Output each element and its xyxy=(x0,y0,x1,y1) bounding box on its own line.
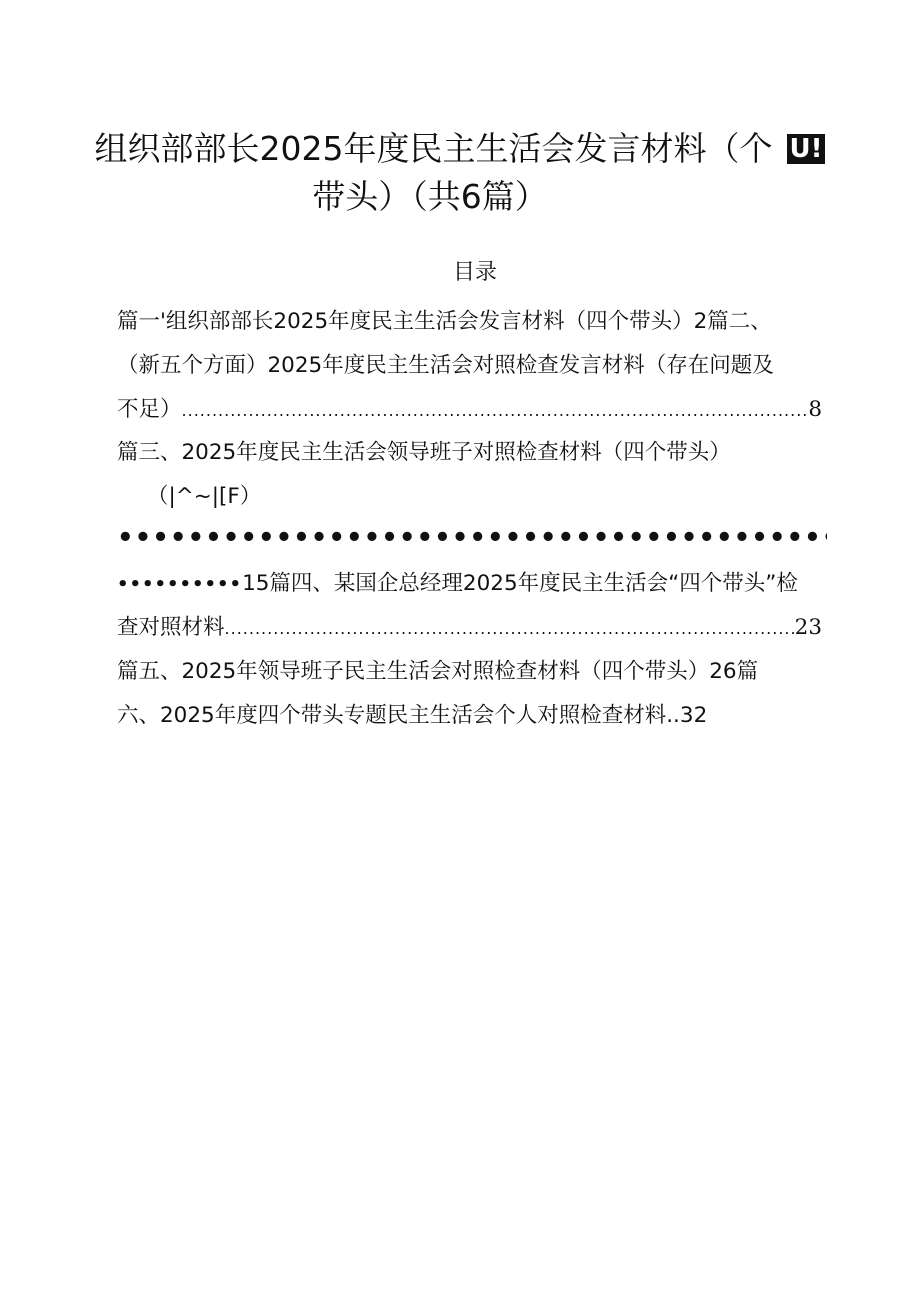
toc-entry-line-6[interactable] xyxy=(117,568,822,601)
document-title-text: 组织部部长2025年度民主生活会发言材料（个 xyxy=(94,129,773,168)
toc-heading: 目录 xyxy=(452,260,497,285)
toc-page-number: 23 xyxy=(794,615,822,640)
toc-entry-text: 不足） xyxy=(117,397,182,422)
document-title-line-1 xyxy=(0,128,920,170)
toc-entry-text: 查对照材料 xyxy=(117,615,225,640)
toc-entry-line-8[interactable]: 篇五、2025年领导班子民主生活会对照检查材料（四个带头）26篇 xyxy=(117,659,759,684)
toc-entry-line-2[interactable]: （新五个方面）2025年度民主生活会对照检查发言材料（存在问题及 xyxy=(117,353,774,378)
toc-entry-line-3[interactable] xyxy=(117,394,822,427)
toc-entry-line-9[interactable]: 六、2025年度四个带头专题民主生活会个人对照检查材料..32 xyxy=(117,703,708,728)
document-title-line-2: 带头）（共6篇） xyxy=(312,177,548,216)
dot-leader-row xyxy=(117,521,827,555)
dot-leader xyxy=(182,395,809,427)
dot-leader xyxy=(225,613,795,645)
toc-entry-line-7[interactable] xyxy=(117,612,822,645)
toc-entry-text: 15篇四、某国企总经理2025年度民主生活会“四个带头”检 xyxy=(242,571,798,596)
toc-entry-line-4[interactable]: 篇三、2025年度民主生活会领导班子对照检查材料（四个带头） xyxy=(117,440,731,465)
title-badge: U! xyxy=(787,134,826,164)
dot-leader-prefix: •••••••••• xyxy=(117,574,243,595)
toc-entry-line-5: （|^~|[F） xyxy=(147,484,262,509)
toc-page-number: 8 xyxy=(808,397,822,422)
toc-entry-line-1[interactable]: 篇一'组织部部长2025年度民主生活会发言材料（四个带头）2篇二、 xyxy=(117,309,772,334)
